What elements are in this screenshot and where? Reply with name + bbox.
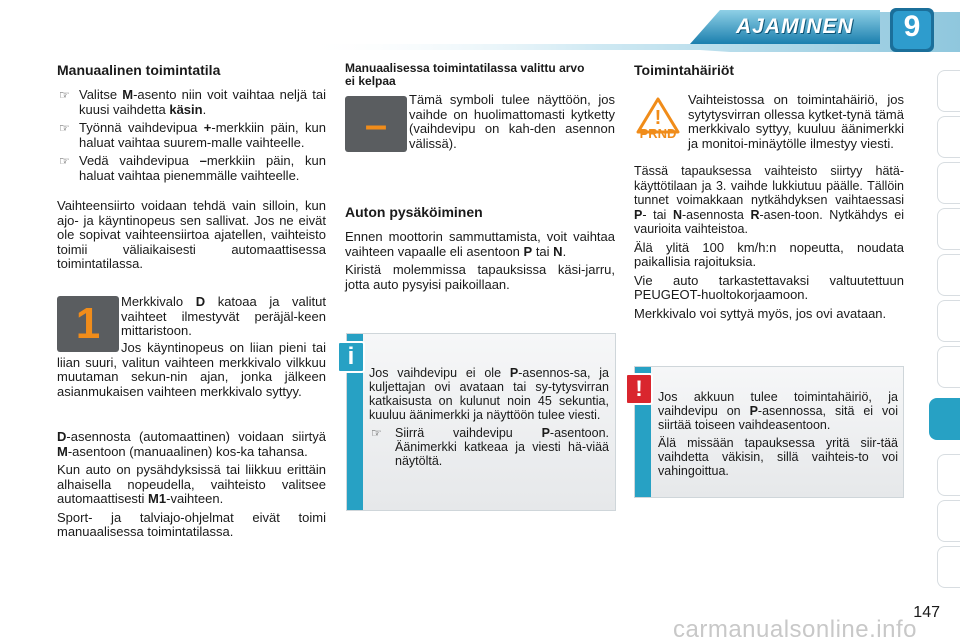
dash-glyph: – [364,103,388,147]
paragraph: Kiristä molemmissa tapauksissa käsi-jarru, jotta auto pysyisi paikoillaan. [345,262,615,292]
bullet-item: ☞ Siirrä vaihdevipu P-asentoon. Äänimerkki katkeaa ja viesti hä-viää näytöltä. [371,426,609,468]
column-malfunctions-body [634,164,904,325]
column-malfunctions [634,62,904,78]
paragraph: D-asennosta (automaattinen) voidaan siirtyä M-asentoon (manuaalinen) kos-ka tahansa. [57,429,326,459]
chapter-tab[interactable] [937,300,960,342]
gear-indicator-text-2 [57,341,326,403]
section-heading: Toimintahäiriöt [634,62,735,78]
column-manual-mode [57,62,326,276]
pointing-hand-icon: ☞ [59,154,70,168]
bullet-item: ☞ Valitse M-asento niin voit vaihtaa neljä tai kuusi vaihdetta käsin. [59,87,326,117]
chapter-tab[interactable] [937,454,960,496]
paragraph: Vaihteistossa on toimintahäiriö, jos sytytysvirran ollessa kytket-tynä tämä merkkivalo syttyy, kuuluu äänimerkki ja monitoi-minäytölle ilmestyy viesti. [688,92,904,151]
chapter-tabs [932,60,960,580]
chapter-tab[interactable] [937,70,960,112]
chapter-tab[interactable] [937,254,960,296]
paragraph: Vie auto tarkastettavaksi valtuutettuun PEUGEOT-huoltokorjaamoon. [634,272,904,302]
header-title: AJAMINEN [736,15,854,38]
paragraph: Tässä tapauksessa vaihteisto siirtyy hätä-käyttötilaan ja 3. vaihde lukkiutuu päälle. Tällöin tunnet voimakkaan nytkähdyksen vaihtaessasi P- tai N-asennosta R-asen-toon. Nytkähdys ei vaurioita vaihteistoa. [634,164,905,236]
paragraph: Älä missään tapauksessa yritä siir-tää vaihdetta väkisin, sillä vaihteis-to voi vahingoittua. [658,436,898,478]
prnd-warning-icon [634,96,682,144]
paragraph: Kun auto on pysähdyksissä tai liikkuu erittäin alhaisella nopeudella, vaihteisto valitsee automaattisesti M1-vaihteen. [57,462,326,506]
paragraph: Jos akkuun tulee toimintahäiriö, ja vaihdevipu on P-asennossa, sitä ei voi siirtää toiseen vaihdeasentoon. [658,390,898,432]
invalid-symbol-text [409,93,615,155]
paragraph: Ennen moottorin sammuttamista, voit vaihtaa vaihteen vapaalle eli asentoon P tai N. [345,229,615,259]
pointing-hand-icon: ☞ [59,88,70,102]
prnd-text [688,93,904,155]
paragraph: Jos käyntinopeus on liian pieni tai liian suuri, valitun vaihteen merkkivalo vilkkuu muutaman sekun-nin ajan, jonka jälkeen asianmukaisen vaihteen merkkivalo syttyy. [57,340,326,399]
paragraph: Merkkivalo D katoaa ja valitut vaihteet ilmestyvät peräjäl-keen mittaristoon. [121,294,326,338]
paragraph: Jos vaihdevipu ei ole P-asennos-sa, ja kuljettajan ovi avataan tai sy-tytysvirran katkaisusta on kulunut noin 45 sekuntia, kuuluu äänimerkki ja näyttöön tulee viesti. [369,366,609,422]
chapter-tab-active[interactable] [929,398,960,440]
paragraph: Älä ylitä 100 km/h:n nopeutta, noudata paikallisia rajoituksia. [634,239,904,269]
info-glyph: i [347,343,355,370]
chapter-tab[interactable] [937,346,960,388]
gear-indicator-text [121,295,326,343]
invalid-value-heading: Manuaalisessa toimintatilassa valittu arvo ei kelpaa [345,61,585,88]
info-icon [337,341,365,373]
paragraph: Vaihteensiirto voidaan tehdä vain silloin, kun ajo- ja käyntinopeus sen sallivat. Jos ne eivät ole sopivat vaihteensiirtoa ajatellen, vaihteisto toimii väliaikaisesti automaattisessa toimintatilassa. [57,198,326,271]
warning-glyph: ! [654,107,662,129]
pointing-hand-icon: ☞ [59,121,70,135]
bullet-item: ☞ Työnnä vaihdevipua +-merkkiin päin, kun haluat vaihtaa suurem-malle vaihteelle. [59,120,326,150]
paragraph: Tämä symboli tulee näyttöön, jos vaihde on huolimattomasti kytketty (vaihdevipu on kah-den asennon välissä). [409,92,615,151]
chapter-tab[interactable] [937,546,960,588]
chapter-tab[interactable] [937,116,960,158]
page-number: 147 [913,604,940,621]
bullet-item: ☞ Vedä vaihdevipua –merkkiin päin, kun haluat vaihtaa pienemmälle vaihteelle. [59,153,326,183]
warning-note-text [658,390,898,482]
invalid-gear-indicator-icon [345,96,407,152]
warning-icon [625,373,653,405]
watermark: carmanualsonline.info [673,616,917,643]
info-note-text [369,366,609,472]
chapter-tab[interactable] [937,208,960,250]
column-parking [345,204,615,296]
chapter-number: 9 [903,10,921,43]
paragraph: Sport- ja talviajo-ohjelmat eivät toimi manuaalisessa toimintatilassa. [57,509,326,539]
section-heading: Auton pysäköiminen [345,204,483,220]
warning-icon-glyph: ! [635,376,643,401]
pointing-hand-icon: ☞ [371,426,382,440]
chapter-tab[interactable] [937,162,960,204]
column-manual-mode-bottom [57,430,326,544]
paragraph: Merkkivalo voi syttyä myös, jos ovi avataan. [634,305,887,321]
prnd-label: PRND [639,126,677,141]
section-heading: Manuaalinen toimintatila [57,62,221,78]
gear-1-glyph: 1 [75,299,101,348]
chapter-tab[interactable] [937,500,960,542]
